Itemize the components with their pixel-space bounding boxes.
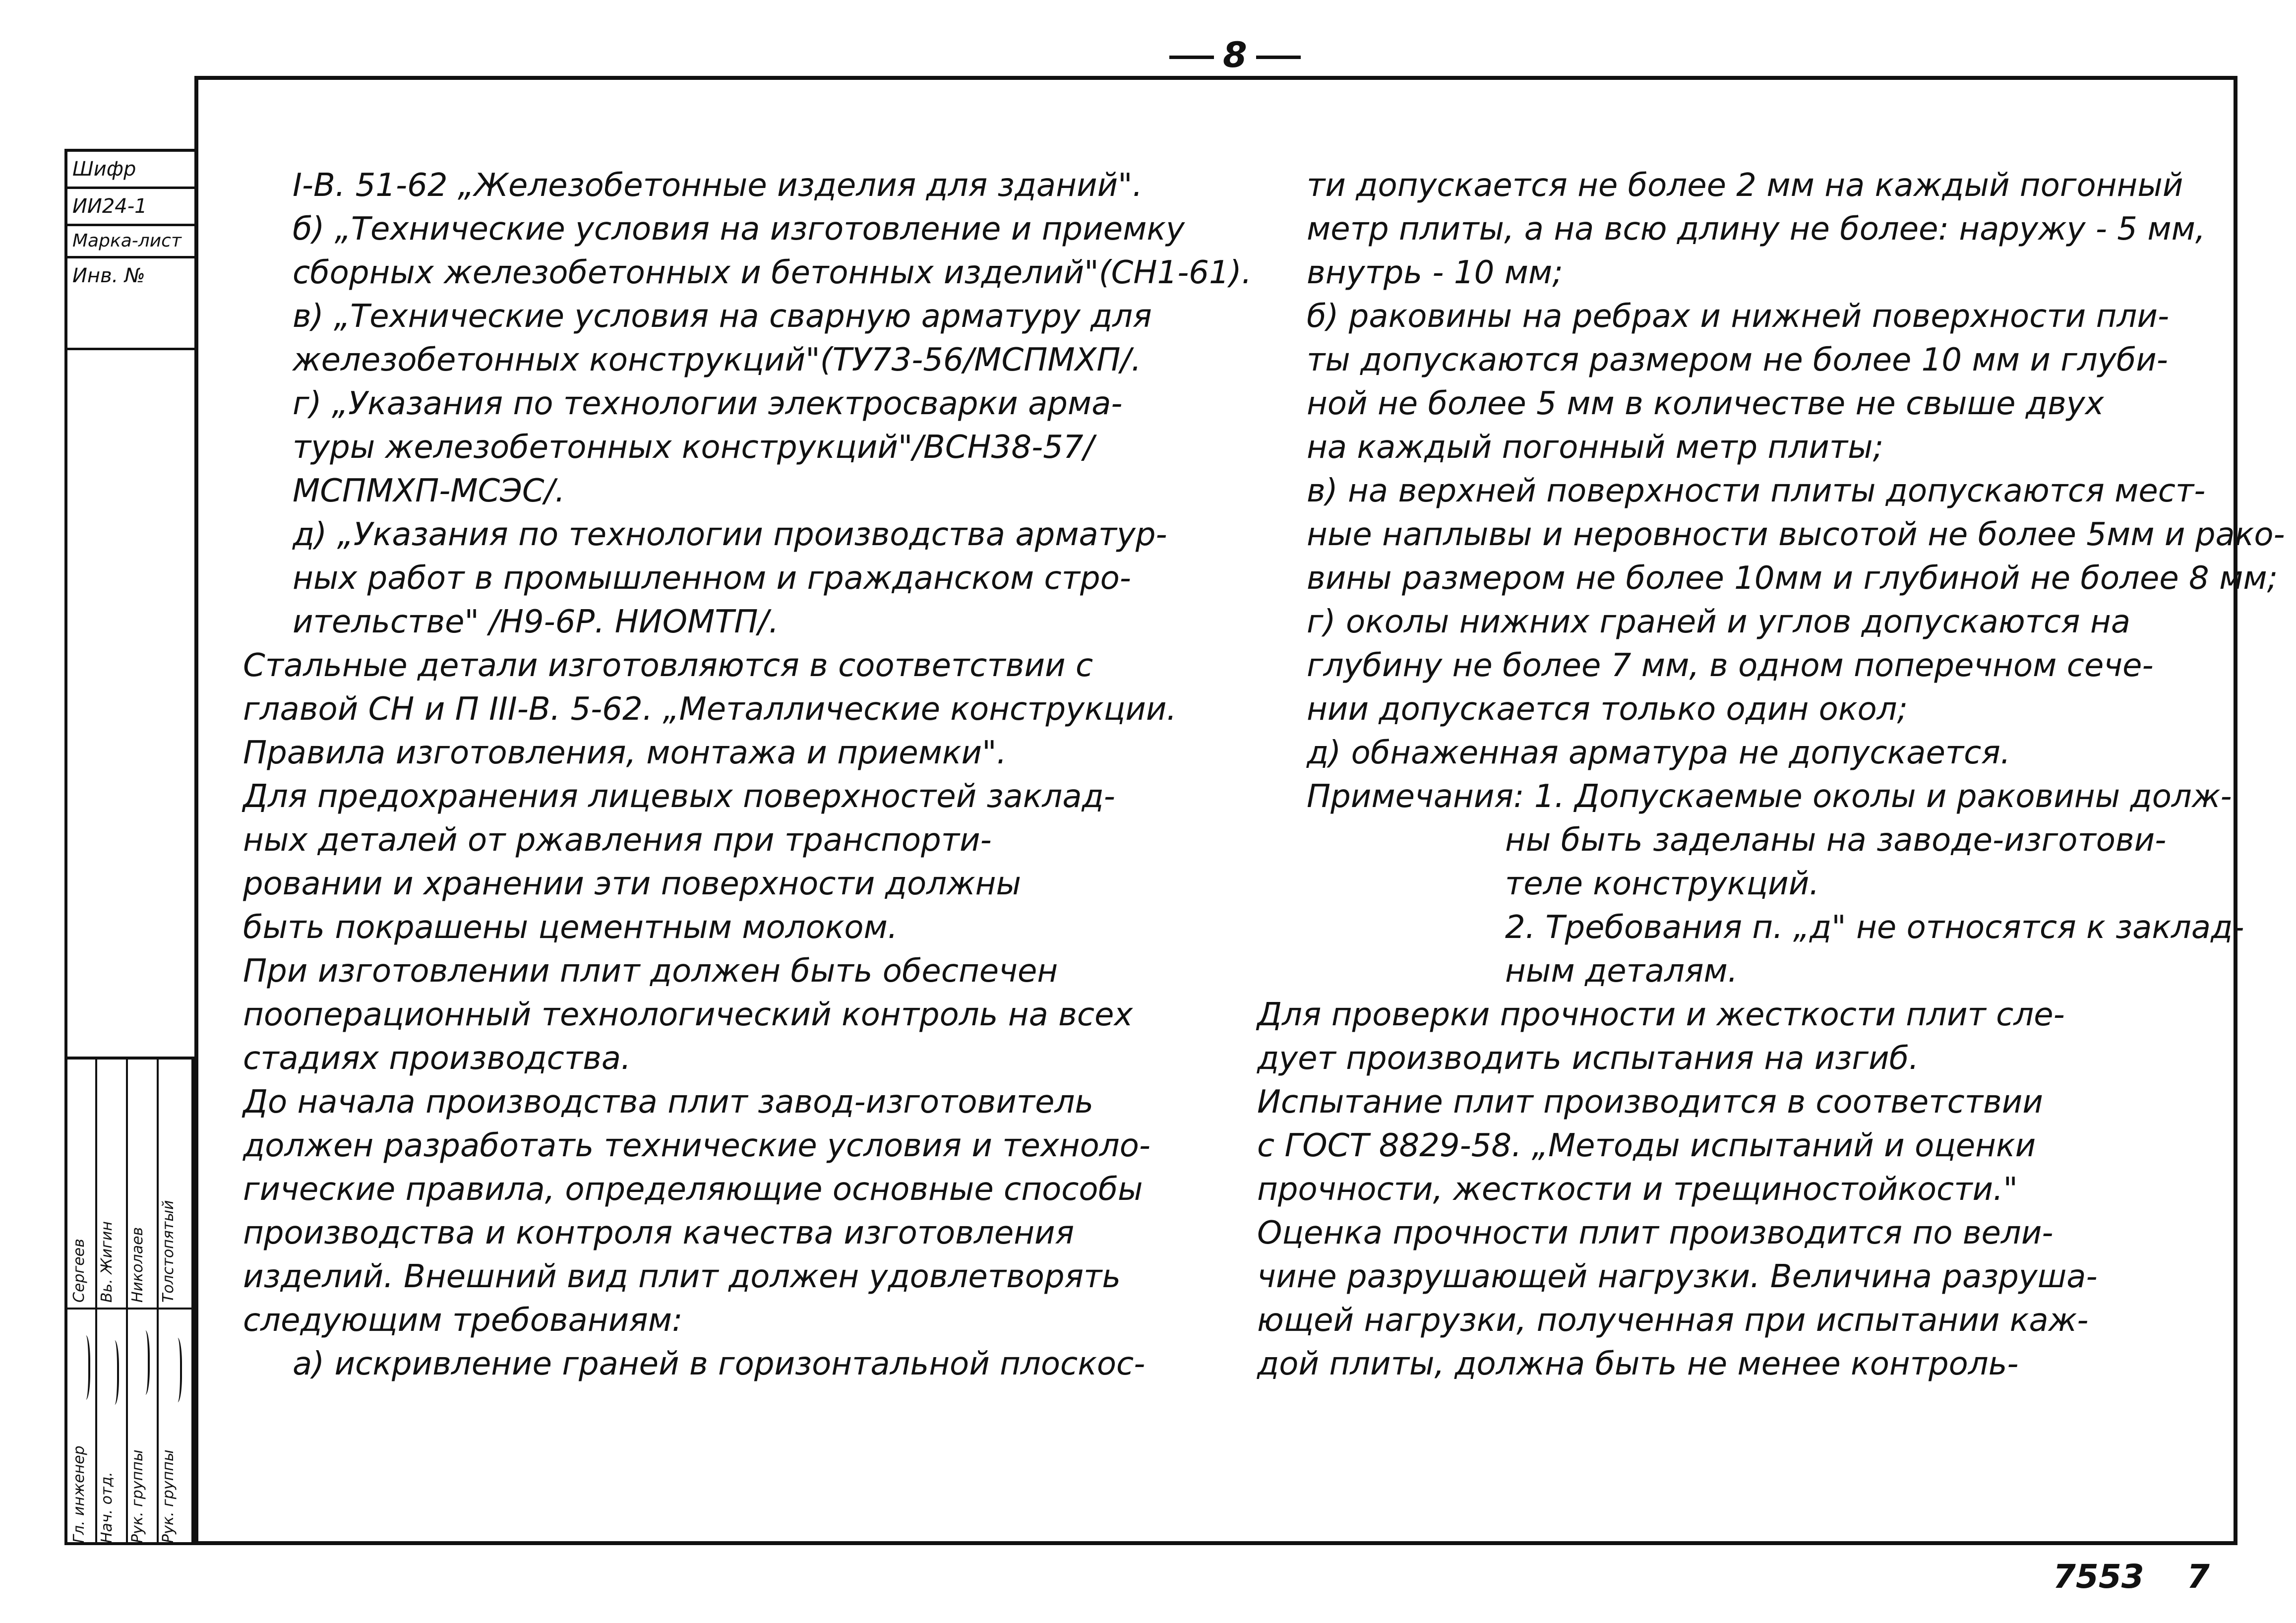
text-line: ительстве" /Н9-6Р. НИОМТП/.: [293, 604, 779, 640]
text-line: глубину не более 7 мм, в одном поперечном сече-: [1307, 647, 2154, 684]
text-line: гические правила, определяющие основные способы: [243, 1171, 1143, 1208]
text-line: ным деталям.: [1505, 953, 1738, 990]
text-line: 2. Требования п. „д" не относятся к заклад-: [1505, 909, 2244, 946]
text-line: изделий. Внешний вид плит должен удовлетворять: [243, 1258, 1121, 1295]
text-line: ны быть заделаны на заводе-изготови-: [1505, 822, 2167, 859]
signature-1: [79, 1335, 90, 1400]
text-line: Примечания: 1. Допускаемые околы и раковины долж-: [1307, 778, 2232, 815]
text-line: быть покрашены цементным молоком.: [243, 909, 898, 946]
text-line: в) „Технические условия на сварную арматуру для: [293, 298, 1152, 335]
stamp-name-2: Вь. Жигин: [98, 1221, 116, 1303]
text-line: теле конструкций.: [1505, 866, 1819, 902]
cipher-value: ИИ24-1: [67, 189, 194, 226]
text-line: следующим требованиям:: [243, 1302, 683, 1339]
text-line: г) „Указания по технологии электросварки арма-: [293, 385, 1123, 422]
text-line: прочности, жесткости и трещиностойкости.": [1257, 1171, 2018, 1208]
text-line: Стальные детали изготовляются в соответствии с: [243, 647, 1093, 684]
left-text-column: [243, 164, 1252, 1386]
text-line: пооперационный технологический контроль на всех: [243, 997, 1133, 1033]
text-line: нии допускается только один окол;: [1307, 691, 1908, 728]
text-line: внутрь - 10 мм;: [1307, 254, 1563, 291]
approval-stamp: [64, 1057, 194, 1545]
text-line: При изготовлении плит должен быть обеспечен: [243, 953, 1058, 990]
text-line: Испытание плит производится в соответствии: [1257, 1084, 2043, 1121]
signature-3: [139, 1330, 150, 1395]
text-line: метр плиты, а на всю длину не более: наружу - 5 мм,: [1307, 211, 2206, 248]
sidebar-empty-cell: [67, 306, 194, 350]
sheet-number: 7: [2187, 1558, 2210, 1596]
page-number: 8: [1160, 35, 1310, 75]
text-line: Оценка прочности плит производится по вели-: [1257, 1215, 2054, 1251]
stamp-role-1: Гл. инженер: [70, 1445, 88, 1543]
text-line: ровании и хранении эти поверхности должны: [243, 866, 1022, 902]
text-line: стадиях производства.: [243, 1040, 631, 1077]
text-line: I-В. 51-62 „Железобетонные изделия для зданий".: [293, 167, 1143, 204]
text-line: на каждый погонный метр плиты;: [1307, 429, 1884, 466]
text-line: ты допускаются размером не более 10 мм и глуби-: [1307, 342, 2168, 378]
text-line: Для проверки прочности и жесткости плит сле-: [1257, 997, 2065, 1033]
text-line: ной не более 5 мм в количестве не свыше двух: [1307, 385, 2104, 422]
text-line: б) раковины на ребрах и нижней поверхности пли-: [1307, 298, 2170, 335]
text-line: ющей нагрузки, полученная при испытании каж-: [1257, 1302, 2089, 1339]
right-text-column: [1257, 164, 2285, 1386]
text-line: б) „Технические условия на изготовление и приемку: [293, 211, 1185, 248]
signature-4: [171, 1338, 182, 1402]
stamp-role-2: Нач. отд.: [98, 1472, 116, 1543]
text-line: ных деталей от ржавления при транспорти-: [243, 822, 992, 859]
text-line: ные наплывы и неровности высотой не более 5мм и рако-: [1307, 516, 2285, 553]
text-line: железобетонных конструкций"(ТУ73-56/МСПМХП/.: [293, 342, 1142, 378]
text-line: ных работ в промышленном и гражданском стро-: [293, 560, 1131, 597]
text-line: ти допускается не более 2 мм на каждый погонный: [1307, 167, 2183, 204]
cipher-label: Шифр: [67, 152, 194, 189]
stamp-role-3: Рук. группы: [129, 1449, 146, 1543]
text-line: Правила изготовления, монтажа и приемки".: [243, 735, 1007, 771]
text-line: МСПМХП-МСЭС/.: [293, 473, 565, 509]
text-line: До начала производства плит завод-изготовитель: [243, 1084, 1094, 1121]
text-line: в) на верхней поверхности плиты допускаются мест-: [1307, 473, 2206, 509]
stamp-name-3: Николаев: [129, 1227, 146, 1303]
mark-label: Марка-лист: [67, 226, 194, 258]
text-line: д) „Указания по технологии производства арматур-: [293, 516, 1167, 553]
text-line: сборных железобетонных и бетонных изделий"(СН1-61).: [293, 254, 1252, 291]
stamp-name-4: Толстопятый: [160, 1200, 177, 1303]
text-line: а) искривление граней в горизонтальной плоскос-: [293, 1346, 1146, 1382]
text-line: чине разрушающей нагрузки. Величина разруша-: [1257, 1258, 2098, 1295]
document-number: 7553: [2053, 1558, 2144, 1596]
text-line: главой СН и П III-В. 5-62. „Металлические конструкции.: [243, 691, 1177, 728]
stamp-role-4: Рук. группы: [160, 1449, 177, 1543]
inventory-label: Инв. №: [72, 264, 145, 287]
text-line: дой плиты, должна быть не менее контроль-: [1257, 1346, 2019, 1382]
text-line: дует производить испытания на изгиб.: [1257, 1040, 1919, 1077]
text-line: Для предохранения лицевых поверхностей заклад-: [243, 778, 1115, 815]
text-line: туры железобетонных конструкций"/ВСН38-57/: [293, 429, 1094, 466]
text-line: с ГОСТ 8829-58. „Методы испытаний и оценки: [1257, 1127, 2036, 1164]
text-line: производства и контроля качества изготовления: [243, 1215, 1075, 1251]
text-line: должен разработать технические условия и техноло-: [243, 1127, 1150, 1164]
text-line: д) обнаженная арматура не допускается.: [1307, 735, 2011, 771]
signature-2: [108, 1340, 119, 1405]
text-line: вины размером не более 10мм и глубиной не более 8 мм;: [1307, 560, 2278, 597]
text-line: г) околы нижних граней и углов допускаются на: [1307, 604, 2131, 640]
stamp-name-1: Сергеев: [70, 1239, 88, 1303]
